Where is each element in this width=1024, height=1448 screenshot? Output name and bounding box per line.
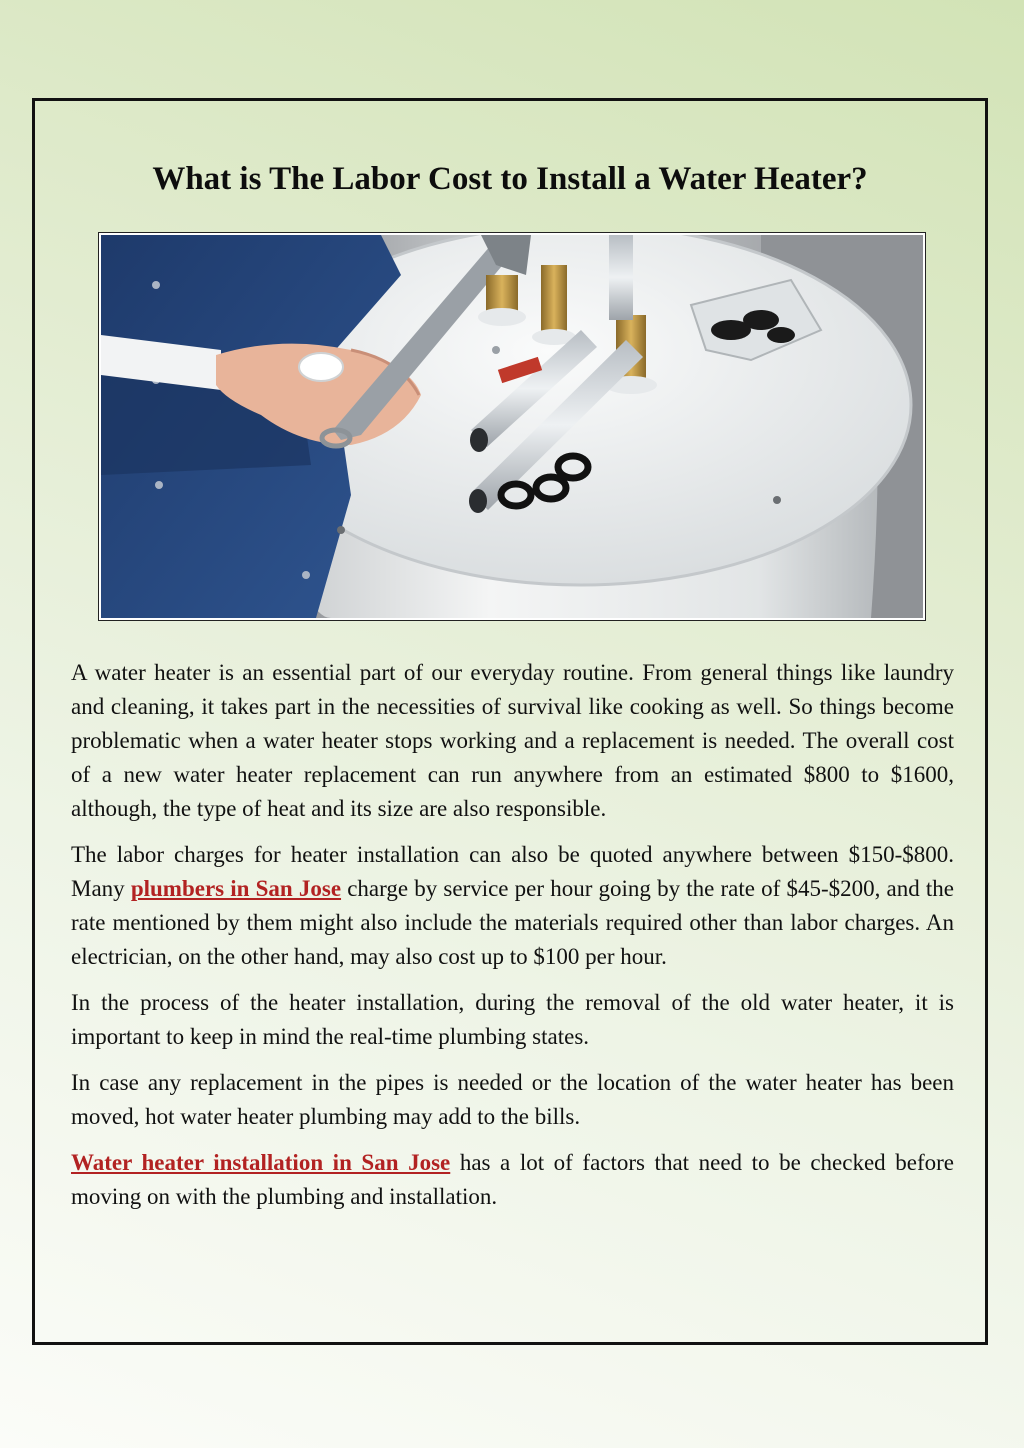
paragraph-removal: In the process of the heater installation, during the removal of the old water heater, it is important to keep in mind the real-time plumbing states. <box>71 990 954 1049</box>
article-frame <box>32 98 988 1345</box>
page-title: What is The Labor Cost to Install a Water Heater? <box>152 161 868 197</box>
plumbers-san-jose-link[interactable]: plumbers in San Jose <box>130 876 342 901</box>
article-body <box>71 656 954 1226</box>
water-heater-photo <box>98 232 926 621</box>
paragraph-labor-text-end: charge by service per hour going by the rate of $45-$200, and the rate mentioned by them might also include the materials required other than labor charges. An electrician, on the other hand, may also cost up to $100 per hour. <box>71 876 954 969</box>
paragraph-labor-charges <box>71 838 954 974</box>
paragraph-installation-text: has a lot of factors that need to be checked before moving on with the plumbing and installation. <box>71 1150 954 1209</box>
paragraph-labor-text-start: The labor charges for heater installation can also be quoted anywhere between $150-$800. Many <box>71 842 954 901</box>
page-edge-mark <box>435 0 441 2</box>
paragraph-replacement: In case any replacement in the pipes is needed or the location of the water heater has been moved, hot water heater plumbing may add to the bills. <box>71 1070 954 1129</box>
water-heater-installation-photo-icon <box>101 235 923 618</box>
paragraph-intro: A water heater is an essential part of our everyday routine. From general things like laundry and cleaning, it takes part in the necessities of survival like cooking as well. So things become problematic when a water heater stops working and a replacement is needed. The overall cost of a new water heater replacement can run anywhere from an estimated $800 to $1600, although, the type of heat and its size are also responsible. <box>71 660 954 821</box>
paragraph-installation <box>71 1146 954 1214</box>
water-heater-installation-link[interactable]: Water heater installation in San Jose <box>71 1150 451 1175</box>
